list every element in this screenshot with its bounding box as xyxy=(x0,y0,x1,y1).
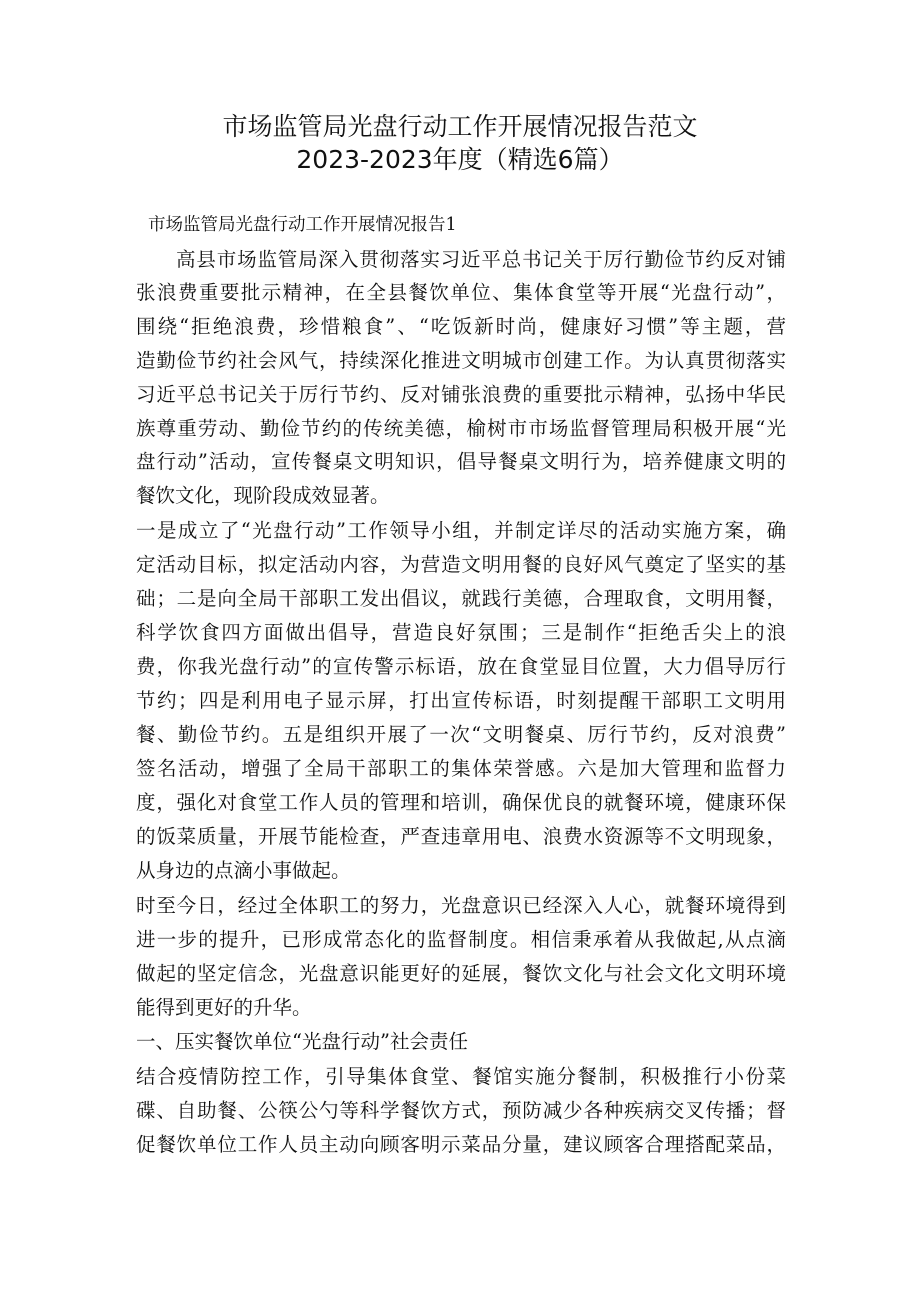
document-title-line-2: 2023-2023年度（精选6篇） xyxy=(296,145,624,174)
body-text-line: 高县市场监管局深入贯彻落实习近平总书记关于厉行勤俭节约反对铺 xyxy=(176,248,786,271)
body-text-line: 的饭菜质量，开展节能检查，严查违章用电、浪费水资源等不文明现象， xyxy=(136,825,786,848)
body-text-line: 促餐饮单位工作人员主动向顾客明示菜品分量，建议顾客合理搭配菜品， xyxy=(136,1133,786,1156)
body-text-line: 碟、自助餐、公筷公勺等科学餐饮方式，预防减少各种疾病交叉传播；督 xyxy=(136,1099,786,1122)
body-text-line: 定活动目标，拟定活动内容，为营造文明用餐的良好风气奠定了坚实的基 xyxy=(136,553,786,576)
section-heading: 市场监管局光盘行动工作开展情况报告1 xyxy=(148,215,457,235)
body-text-line: 围绕“拒绝浪费，珍惜粮食”、“吃饭新时尚，健康好习惯”等主题，营 xyxy=(136,315,786,338)
body-text-line: 础；二是向全局干部职工发出倡议，就践行美德，合理取食，文明用餐， xyxy=(136,587,786,610)
subsection-heading: 一、压实餐饮单位“光盘行动”社会责任 xyxy=(136,1030,468,1053)
body-text-line: 进一步的提升，已形成常态化的监督制度。相信秉承着从我做起,从点滴 xyxy=(136,928,786,951)
body-text-line: 从身边的点滴小事做起。 xyxy=(136,859,351,882)
body-text-line: 科学饮食四方面做出倡导，营造良好氛围；三是制作“拒绝舌尖上的浪 xyxy=(136,621,786,644)
body-text-line: 度，强化对食堂工作人员的管理和培训，确保优良的就餐环境，健康环保 xyxy=(136,791,786,814)
body-text-line: 餐、勤俭节约。五是组织开展了一次“文明餐桌、厉行节约，反对浪费” xyxy=(136,723,786,746)
body-text-line: 费，你我光盘行动”的宣传警示标语，放在食堂显目位置，大力倡导厉行 xyxy=(136,655,786,678)
body-text-line: 结合疫情防控工作，引导集体食堂、餐馆实施分餐制，积极推行小份菜 xyxy=(136,1065,786,1088)
body-text-line: 餐饮文化，现阶段成效显著。 xyxy=(136,484,390,507)
body-text-line: 盘行动”活动，宣传餐桌文明知识，倡导餐桌文明行为，培养健康文明的 xyxy=(136,450,786,473)
body-text-line: 做起的坚定信念，光盘意识能更好的延展，餐饮文化与社会文化文明环境 xyxy=(136,962,786,985)
body-text-line: 张浪费重要批示精神，在全县餐饮单位、集体食堂等开展“光盘行动”， xyxy=(136,281,786,304)
body-text-line: 造勤俭节约社会风气，持续深化推进文明城市创建工作。为认真贯彻落实 xyxy=(136,349,786,372)
body-text-line: 节约；四是利用电子显示屏，打出宣传标语，时刻提醒干部职工文明用 xyxy=(136,689,786,712)
body-text-line: 一是成立了“光盘行动”工作领导小组，并制定详尽的活动实施方案，确 xyxy=(136,519,786,542)
body-text-line: 签名活动，增强了全局干部职工的集体荣誉感。六是加大管理和监督力 xyxy=(136,757,786,780)
body-text-line: 时至今日，经过全体职工的努力，光盘意识已经深入人心，就餐环境得到 xyxy=(136,894,786,917)
document-title-line-1: 市场监管局光盘行动工作开展情况报告范文 xyxy=(222,112,698,141)
body-text-line: 族尊重劳动、勤俭节约的传统美德，榆树市市场监督管理局积极开展“光 xyxy=(136,417,786,440)
body-text-line: 能得到更好的升华。 xyxy=(136,996,312,1019)
body-text-line: 习近平总书记关于厉行节约、反对铺张浪费的重要批示精神，弘扬中华民 xyxy=(136,383,786,406)
